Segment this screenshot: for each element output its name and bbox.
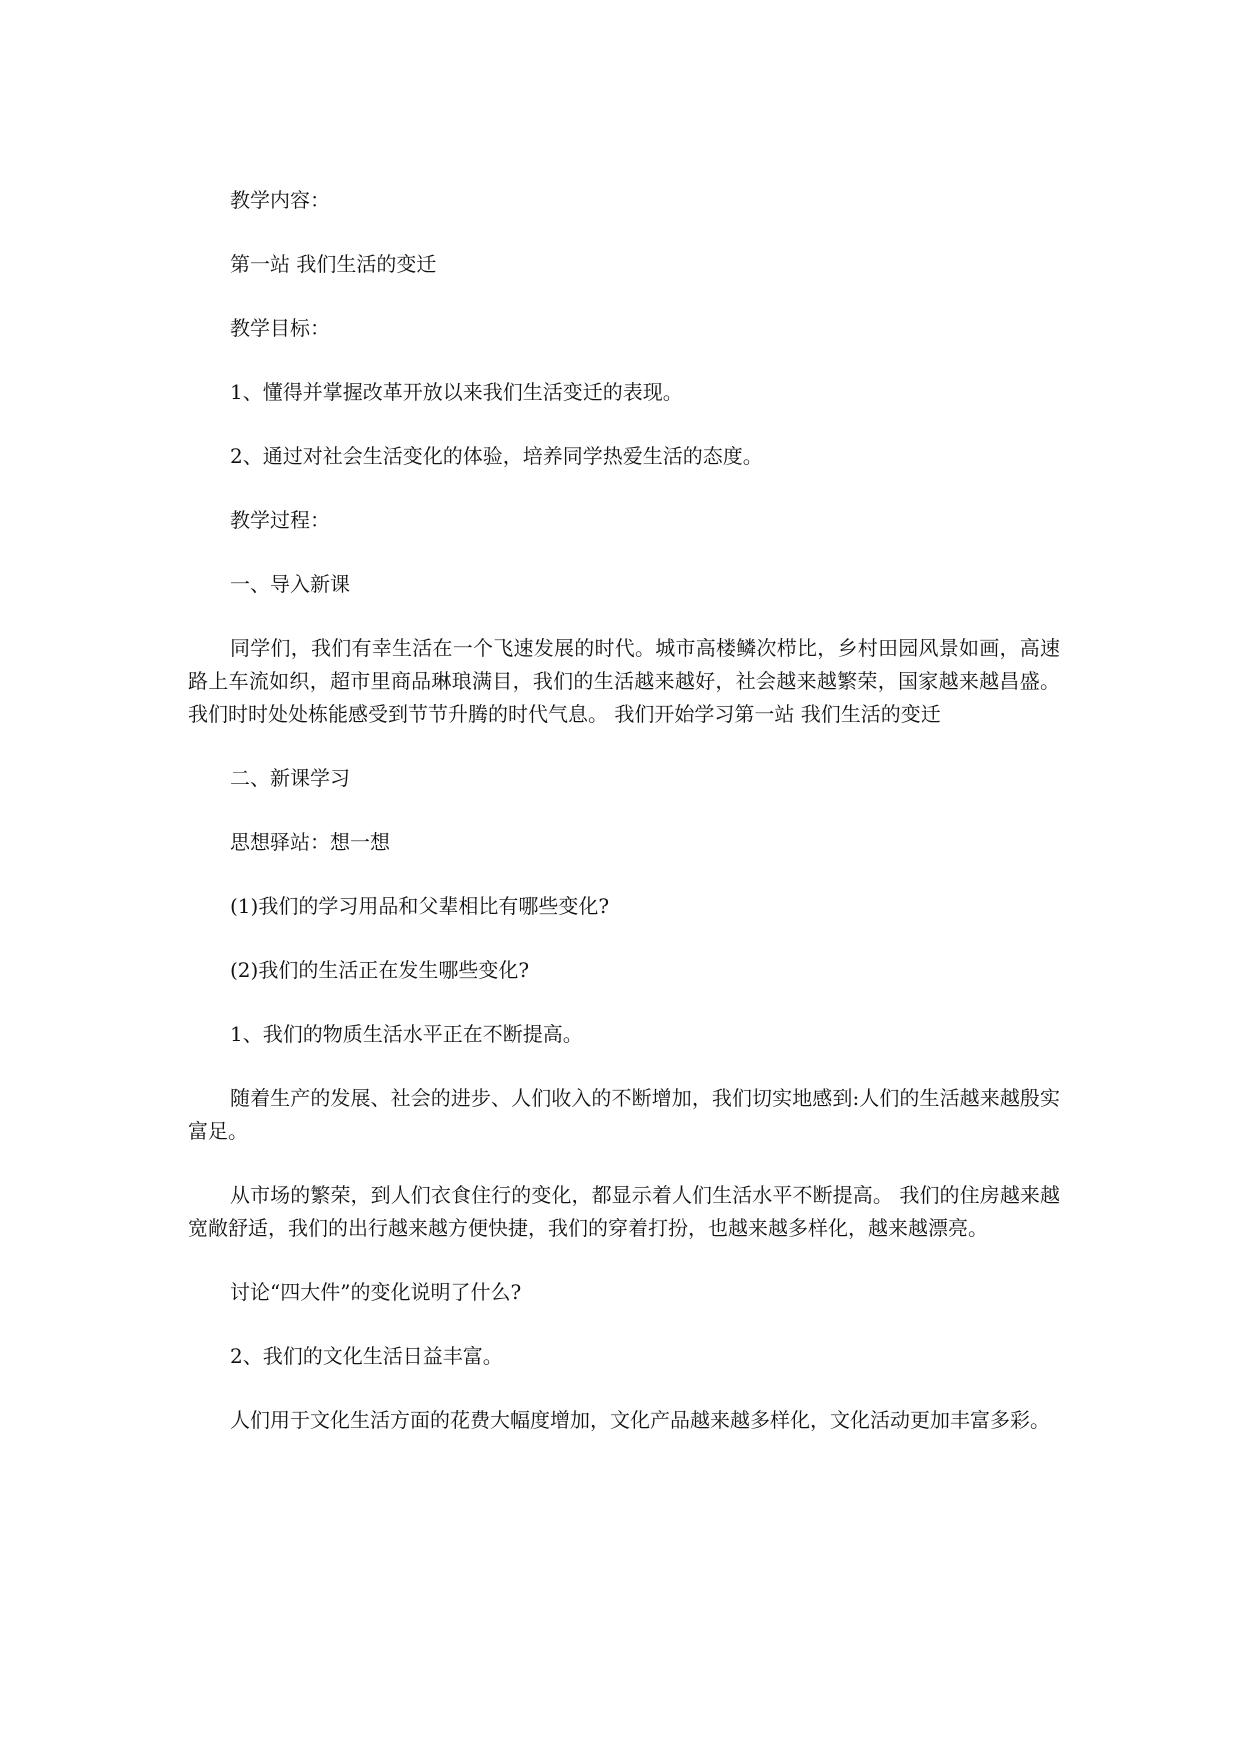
goal-item-1: 1、懂得并掌握改革开放以来我们生活变迁的表现。 bbox=[230, 380, 683, 404]
question-1: (1)我们的学习用品和父辈相比有哪些变化? bbox=[230, 894, 610, 918]
goal-item-2: 2、通过对社会生活变化的体验，培养同学热爱生活的态度。 bbox=[230, 444, 763, 468]
heading-teaching-process: 教学过程： bbox=[230, 508, 330, 532]
heading-teaching-goals: 教学目标： bbox=[230, 316, 330, 340]
section-intro-heading: 一、导入新课 bbox=[230, 572, 350, 596]
lesson-title: 第一站 我们生活的变迁 bbox=[230, 252, 437, 276]
heading-teaching-content: 教学内容： bbox=[230, 188, 330, 212]
point-1-paragraph-b: 从市场的繁荣，到人们衣食住行的变化，都显示着人们生活水平不断提高。 我们的住房越来越宽敞舒适，我们的出行越来越方便快捷，我们的穿着打扮，也越来越多样化，越来越漂亮。 bbox=[188, 1183, 1060, 1240]
intro-paragraph: 同学们，我们有幸生活在一个飞速发展的时代。城市高楼鳞次栉比，乡村田园风景如画，高速路上车流如织，超市里商品琳琅满目，我们的生活越来越好，社会越来越繁荣，国家越来越昌盛。我们时时处处栋能感受到节节升腾的时代气息。 我们开始学习第一站 我们生活的变迁 bbox=[188, 636, 1060, 726]
point-2-heading: 2、我们的文化生活日益丰富。 bbox=[230, 1344, 503, 1368]
document-body bbox=[188, 184, 1060, 1468]
thinking-station-label: 思想驿站：想一想 bbox=[230, 830, 390, 854]
discussion-question: 讨论“四大件”的变化说明了什么? bbox=[230, 1280, 522, 1304]
question-2: (2)我们的生活正在发生哪些变化? bbox=[230, 958, 530, 982]
point-1-heading: 1、我们的物质生活水平正在不断提高。 bbox=[230, 1022, 583, 1046]
point-1-paragraph-a: 随着生产的发展、社会的进步、人们收入的不断增加，我们切实地感到:人们的生活越来越殷实富足。 bbox=[188, 1086, 1060, 1143]
point-2-paragraph: 人们用于文化生活方面的花费大幅度增加，文化产品越来越多样化，文化活动更加丰富多彩。 bbox=[230, 1408, 1050, 1432]
section-new-lesson-heading: 二、新课学习 bbox=[230, 766, 350, 790]
